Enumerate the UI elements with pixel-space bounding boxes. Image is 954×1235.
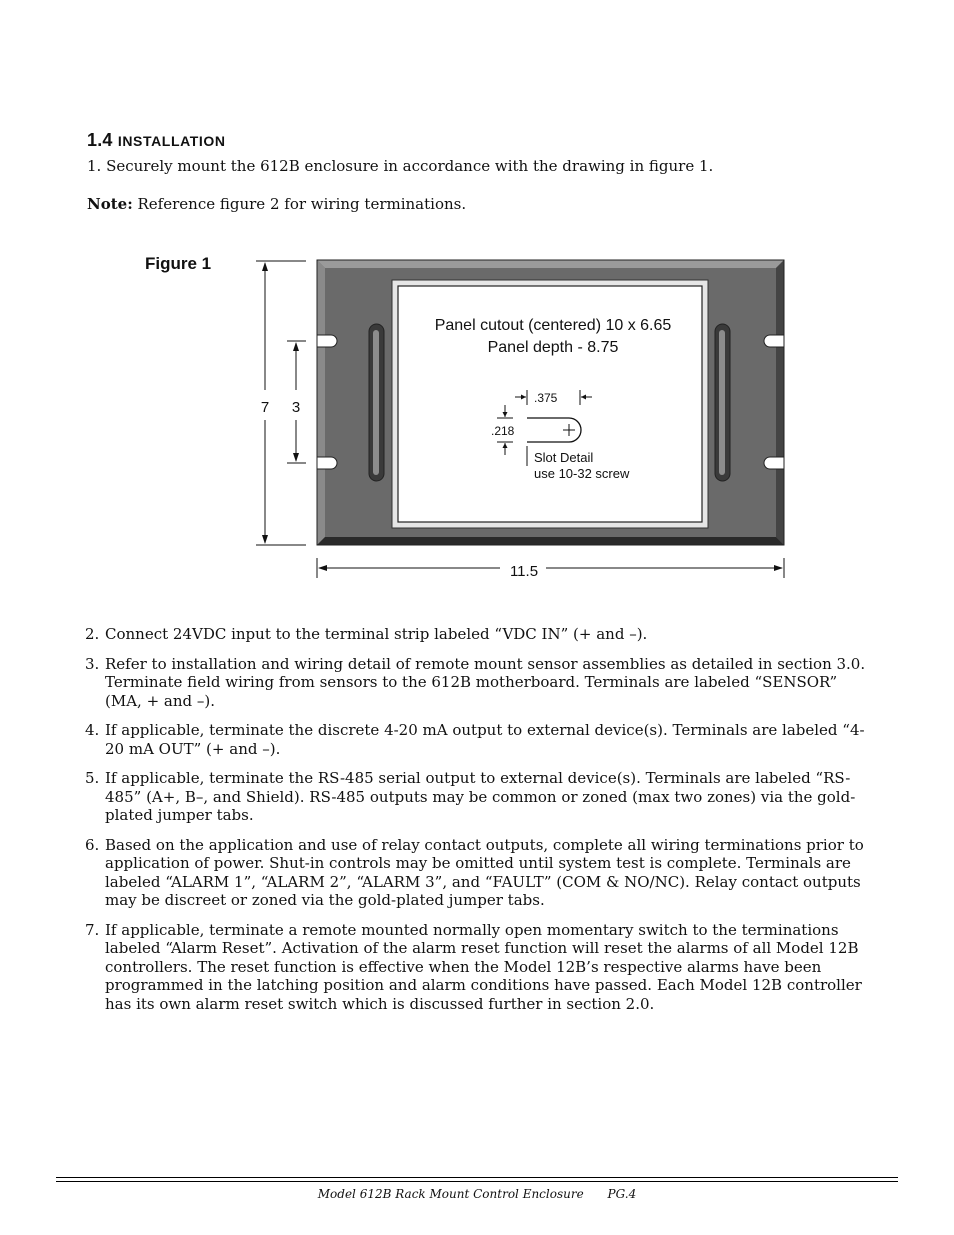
bezel-bevel-top bbox=[317, 260, 784, 268]
step-text: Connect 24VDC input to the terminal strip labeled “VDC IN” (+ and –). bbox=[105, 625, 648, 643]
step-text: Based on the application and use of relay contact outputs, complete all wiring terminations prior to application of power. Shut-in controls may be omitted until system test is complete. Terminals are labeled “ALARM 1”, “ALARM 2”, “ALARM 3”, and “FAULT” (COM & NO/NC). Relay contact outputs may be discreet or zoned via the gold-plated jumper tabs. bbox=[105, 835, 864, 909]
footer-page-number: PG.4 bbox=[607, 1187, 637, 1201]
slot-detail-title: Slot Detail bbox=[534, 450, 594, 465]
step-number: 3. bbox=[85, 654, 100, 673]
step-2 bbox=[85, 625, 875, 644]
handle-right-highlight bbox=[719, 330, 725, 475]
bezel-bevel-bottom bbox=[317, 537, 784, 545]
step-number: 5. bbox=[85, 769, 100, 787]
step-4 bbox=[85, 721, 875, 758]
slot-right-top bbox=[764, 335, 784, 347]
step-number: 2. bbox=[85, 625, 100, 643]
handle-left-highlight bbox=[373, 330, 379, 475]
width-arrowhead-right bbox=[774, 565, 783, 571]
step-text: Refer to installation and wiring detail of remote mount sensor assemblies as detailed in section 3.0. Terminate field wiring from sensors to the 612B motherboard. Terminals are labeled “SENSOR” (MA, + and –). bbox=[105, 654, 866, 710]
bezel-bevel-left bbox=[317, 260, 325, 545]
slot-left-top bbox=[317, 335, 337, 347]
enclosure-drawing bbox=[0, 0, 954, 600]
figure-label: Figure 1 bbox=[145, 254, 212, 273]
cutout-text-2: Panel depth - 8.75 bbox=[487, 339, 619, 356]
height-arrowhead-top bbox=[262, 262, 268, 271]
step-text: If applicable, terminate the RS-485 serial output to external device(s). Terminals are labeled “RS-485” (A+, B–, and Shield). RS-485 outputs may be common or zoned (max two zones) via the gold-plated jumper tabs. bbox=[105, 769, 856, 824]
spacing-arrowhead-top bbox=[293, 342, 299, 351]
page-footer bbox=[0, 1187, 954, 1201]
section-number: 1.4 bbox=[87, 130, 113, 150]
slot-detail-screw: use 10-32 screw bbox=[534, 466, 630, 481]
bezel-bevel-right bbox=[776, 260, 784, 545]
step-3 bbox=[85, 655, 875, 711]
note-label: Note: bbox=[87, 195, 133, 213]
height-label: 7 bbox=[260, 399, 270, 416]
step-6 bbox=[85, 836, 875, 910]
note-text: Reference figure 2 for wiring terminations. bbox=[137, 195, 467, 213]
spacing-arrowhead-bottom bbox=[293, 453, 299, 462]
step-1: 1. Securely mount the 612B enclosure in accordance with the drawing in figure 1. bbox=[87, 157, 714, 175]
footer-rule-thin bbox=[56, 1181, 898, 1182]
slot-left-bottom bbox=[317, 457, 337, 469]
slot-height-label: .218 bbox=[491, 424, 515, 438]
installation-steps bbox=[85, 625, 875, 1024]
step-number: 4. bbox=[85, 721, 100, 739]
height-arrowhead-bottom bbox=[262, 535, 268, 544]
footer-rule-thick bbox=[56, 1177, 898, 1178]
step-7 bbox=[85, 921, 875, 1014]
step-number: 7. bbox=[85, 920, 100, 939]
step-text: If applicable, terminate the discrete 4-20 mA output to external device(s). Terminals are labeled “4-20 mA OUT” (+ and –). bbox=[105, 721, 865, 758]
slot-width-label: .375 bbox=[534, 391, 558, 405]
width-label: 11.5 bbox=[509, 563, 539, 580]
spacing-label: 3 bbox=[291, 399, 301, 416]
width-arrowhead-left bbox=[318, 565, 327, 571]
cutout-text-1: Panel cutout (centered) 10 x 6.65 bbox=[434, 317, 672, 334]
slot-right-bottom bbox=[764, 457, 784, 469]
step-text: If applicable, terminate a remote mounted normally open momentary switch to the terminations labeled “Alarm Reset”. Activation of the alarm reset function will reset the alarms of all Model 12B controllers. The reset function is effective when the Model 12B’s respective alarms have been programmed in the latching position and alarm conditions have passed. Each Model 12B controller has its own alarm reset switch which is discussed further in section 2.0. bbox=[105, 920, 862, 1013]
footer-title: Model 612B Rack Mount Control Enclosure bbox=[317, 1187, 584, 1201]
section-title: INSTALLATION bbox=[117, 133, 226, 149]
step-5 bbox=[85, 769, 875, 825]
step-number: 6. bbox=[85, 835, 100, 854]
